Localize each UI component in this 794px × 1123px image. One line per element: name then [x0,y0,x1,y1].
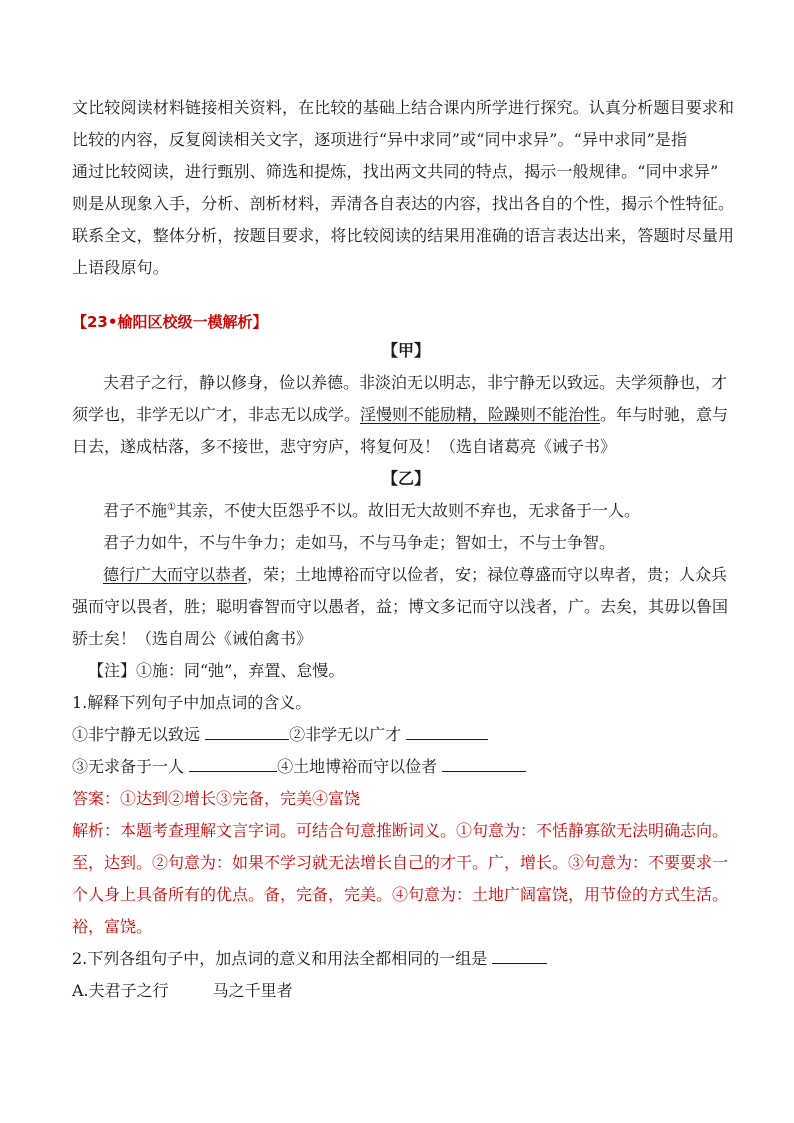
text-line: 上语段原句。 [72,258,169,277]
item-text: ③无求备于一人 [72,757,185,776]
footnote: 【注】①施：同“弛”，弃置、怠慢。 [88,661,345,680]
passage-yi-heading: 【乙】 [381,469,430,488]
passage-jia-heading: 【甲】 [381,341,430,360]
analysis-text [72,815,740,943]
answer-blank[interactable] [189,751,277,772]
text-span: 须学也，非学无以广才，非志无以成学。 [72,405,361,424]
section-title: 【23•榆阳区校级一模解析】 [72,313,268,331]
answer-blank[interactable] [205,719,289,740]
text-line [72,399,740,431]
text-line: 裕，富饶。 [72,917,153,936]
text-line: 通过比较阅读，进行甄别、筛选和提炼，找出两文共同的特点，揭示一般规律。“同中求异” [72,162,719,181]
question-2 [72,943,740,1007]
option-a [72,975,740,1007]
question-stem: 1.解释下列句子中加点词的含义。 [72,693,312,712]
underlined-sentence: 淫慢则不能励精，险躁则不能治性 [360,405,601,424]
item-text: ④土地博裕而守以俭者 [277,757,438,776]
text-line: 君子力如牛，不与牛争力；走如马，不与马争走；智如士，不与士争智。 [103,533,616,552]
text-line: 比较的内容，反复阅读相关文字，逐项进行“异中求同”或“同中求异”。“异中求同”是指 [72,130,688,149]
text-line: 个人身上具备所有的优点。备，完备，完美。④句意为：土地广阔富饶，用节俭的方式生活。 [72,885,729,904]
text-span: 其亲，不使大臣怨乎不以。故旧无大故则不弃也，无求备于一人。 [175,501,640,520]
answer-blank[interactable] [406,719,488,740]
text-line: 联系全文，整体分析，按题目要求，将比较阅读的结果用准确的语言表达出来，答题时尽量用 [72,226,735,245]
intro-paragraph [72,92,740,284]
text-line: 日去，遂成枯落，多不接世，悲守穷庐，将复何及！（选自诸葛亮《诫子书》 [72,437,617,456]
item-text: ①非宁静无以致远 [72,725,201,744]
option-text: 马之千里者 [212,981,293,1000]
text-span: ，荣；土地博裕而守以俭者，安；禄位尊盛而守以卑者，贵；人众兵 [247,565,728,584]
footnote-marker: ① [167,502,176,513]
text-line: 强而守以畏者，胜；聪明睿智而守以愚者，益；博文多记而守以浅者，广。去矣，其毋以鲁国 [72,597,729,616]
text-span: 君子不施 [103,501,168,520]
text-line: 至，达到。②句意为：如果不学习就无法增长自己的才干。广，增长。③句意为：不要要求一 [72,853,729,872]
text-line: 文比较阅读材料链接相关资料，在比较的基础上结合课内所学进行探究。认真分析题目要求和 [72,98,735,117]
question-items [72,751,740,783]
text-line [72,495,740,527]
answer-blank[interactable] [442,751,526,772]
text-line: 骄士矣！（选自周公《诫伯禽书》 [72,629,313,648]
item-text: ②非学无以广才 [289,725,402,744]
question-1 [72,687,740,943]
answer-blank[interactable] [492,943,547,964]
text-span: 。年与时驰，意与 [600,405,729,424]
stem-text: 2.下列各组句子中，加点词的意义和用法全都相同的一组是 [72,949,488,968]
text-line: 解析：本题考查理解文言字词。可结合句意推断词义。①句意为：不恬静寡欲无法明确志向。 [72,821,729,840]
document-page [72,92,740,1007]
text-line: 则是从现象入手，分析、剖析材料，弄清各自表达的内容，找出各自的个性，揭示个性特征。 [72,194,735,213]
passage-yi [72,495,740,687]
answer-text: 答案：①达到②增长③完备，完美④富饶 [72,789,361,808]
option-text: A.夫君子之行 [72,981,169,1000]
underlined-sentence: 德行广大而守以恭者 [103,565,248,584]
passage-jia [72,367,740,463]
text-line [72,559,740,591]
question-stem [72,943,740,975]
text-line: 夫君子之行，静以修身，俭以养德。非淡泊无以明志，非宁静无以致远。夫学须静也，才 [103,373,728,392]
question-items [72,719,740,751]
